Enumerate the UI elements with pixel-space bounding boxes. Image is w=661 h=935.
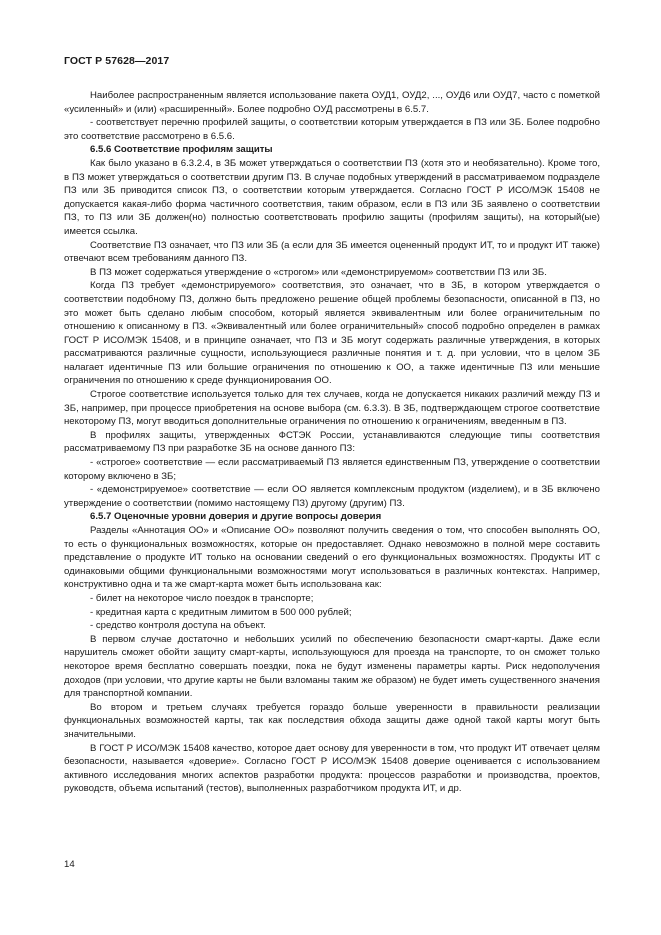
paragraph: Во втором и третьем случаях требуется гораздо больше уверенности в правильности реализации функциональных возможностей карты, так как последствия обхода защиты даже одной такой карты могут быть значительными. <box>64 701 600 740</box>
paragraph: Соответствие ПЗ означает, что ПЗ или ЗБ (а если для ЗБ имеется оцененный продукт ИТ, то и продукт ИТ также) отвечают всем требованиям данного ПЗ. <box>64 239 600 265</box>
paragraph: В ГОСТ Р ИСО/МЭК 15408 качество, которое дает основу для уверенности в том, что продукт ИТ отвечает целям безопасности, называется «доверие». Согласно ГОСТ Р ИСО/МЭК 15408 доверие оценивается с использованием активного исследования многих аспектов разработки продукта: процессов разработки и производства, проектов, руководств, объема испытаний (тестов), выполненных разработчиком продукта ИТ, и др. <box>64 742 600 795</box>
paragraph: Наиболее распространенным является использование пакета ОУД1, ОУД2, ..., ОУД6 или ОУД7, часто с пометкой «усиленный» и (или) «расширенный». Более подробно ОУД рассмотрены в 6.5.7. <box>64 90 600 115</box>
list-item: - средство контроля доступа на объект. <box>90 620 266 632</box>
paragraph: В первом случае достаточно и небольших усилий по обеспечению безопасности смарт-карты. Даже если нарушитель сможет обойти защиту смарт-карты, использующуюся для проезда на транспорте, то он сможет только некоторое время бесплатно совершать поездки, пока не будут изменены параметры карты. Риск недополучения доходов (при условии, что другие карты не были взломаны таким же образом) не будет иметь существенного значения для транспортной компании. <box>64 633 600 700</box>
list-item: - «строгое» соответствие — если рассматриваемый ПЗ является единственным ПЗ, утверждение о соответствии которому включено в ЗБ; <box>64 457 600 482</box>
document-header: ГОСТ Р 57628—2017 <box>64 55 170 67</box>
paragraph: Когда ПЗ требует «демонстрируемого» соответствия, это означает, что в ЗБ, в котором утверждается о соответствии подобному ПЗ, должно быть предложено решение общей проблемы безопасности, описанной в ПЗ, но это может быть сделано любым способом, который является эквивалентным или более ограничительным по отношению к описанному в ПЗ. «Эквивалентный или более ограничительный» способ подробно определен в рамках ГОСТ Р ИСО/МЭК 15408, и в принципе означает, что ПЗ и ЗБ могут содержать различные утверждения, в которых рассматриваются различные сущности, использующиеся различные понятия и т. д. при условии, что в целом ЗБ налагает идентичные ПЗ или большие ограничения по отношению к ОО, а также идентичные ПЗ или меньшие ограничения по отношению к среде функционирования ОО. <box>64 280 600 387</box>
list-item: - соответствует перечню профилей защиты, о соответствии которым утверждается в ПЗ или ЗБ. Более подробно это соответствие рассмотрено в 6.5.6. <box>64 117 600 142</box>
list-item: - «демонстрируемое» соответствие — если ОО является комплексным продуктом (изделием), и в ЗБ включено утверждение о соответствии (помимо настоящему ПЗ) другому (другим) ПЗ. <box>64 484 600 509</box>
section-heading: 6.5.7 Оценочные уровни доверия и другие вопросы доверия <box>90 511 382 523</box>
list-item: - кредитная карта с кредитным лимитом в 500 000 рублей; <box>90 606 352 618</box>
document-body <box>64 89 600 796</box>
list-item: - билет на некоторое число поездок в транспорте; <box>90 592 314 604</box>
paragraph: Как было указано в 6.3.2.4, в ЗБ может утверждаться о соответствии ПЗ (хотя это и необязательно). Кроме того, в ПЗ может утверждаться о соответствии другим ПЗ. В случае подобных утверждений в рассматриваемом подразделе ПЗ или ЗБ приводится список ПЗ, о соответствии которым утверждается. Согласно ГОСТ Р ИСО/МЭК 15408 не допускается какая-либо форма частичного соответствия, таким образом, если в ПЗ или ЗБ заявлено о соответствии ПЗ, то ПЗ или ЗБ должен(но) полностью соответствовать профилю защиты (профилям защиты), на который(ые) имеется ссылка. <box>64 157 600 237</box>
section-heading: 6.5.6 Соответствие профилям защиты <box>90 144 273 156</box>
paragraph: Строгое соответствие используется только для тех случаев, когда не допускается никаких различий между ПЗ и ЗБ, например, при процессе приобретения на основе выбора (см. 6.3.3). В ЗБ, подтверждающем строгое соответствие некоторому ПЗ, могут вводиться дополнительные ограничения по отношению к ограничениям, введенным в ПЗ. <box>64 389 600 428</box>
paragraph: Разделы «Аннотация ОО» и «Описание ОО» позволяют получить сведения о том, что способен выполнять ОО, то есть о функциональных возможностях, которые он предоставляет. Однако невозможно в полной мере составить представление о продукте ИТ только на основании сведений о его функциональных возможностях. Продукты ИТ с одинаковыми общими функциональными возможностями могут использоваться в различных контекстах. Например, конструктивно одна и та же смарт-карта может быть использована как: <box>64 525 600 591</box>
page-number: 14 <box>64 859 75 870</box>
paragraph: В профилях защиты, утвержденных ФСТЭК России, устанавливаются следующие типы соответствия рассматриваемому ПЗ при разработке ЗБ на основе данного ПЗ: <box>64 429 600 455</box>
paragraph: В ПЗ может содержаться утверждение о «строгом» или «демонстрируемом» соответствии ПЗ или ЗБ. <box>90 266 547 278</box>
